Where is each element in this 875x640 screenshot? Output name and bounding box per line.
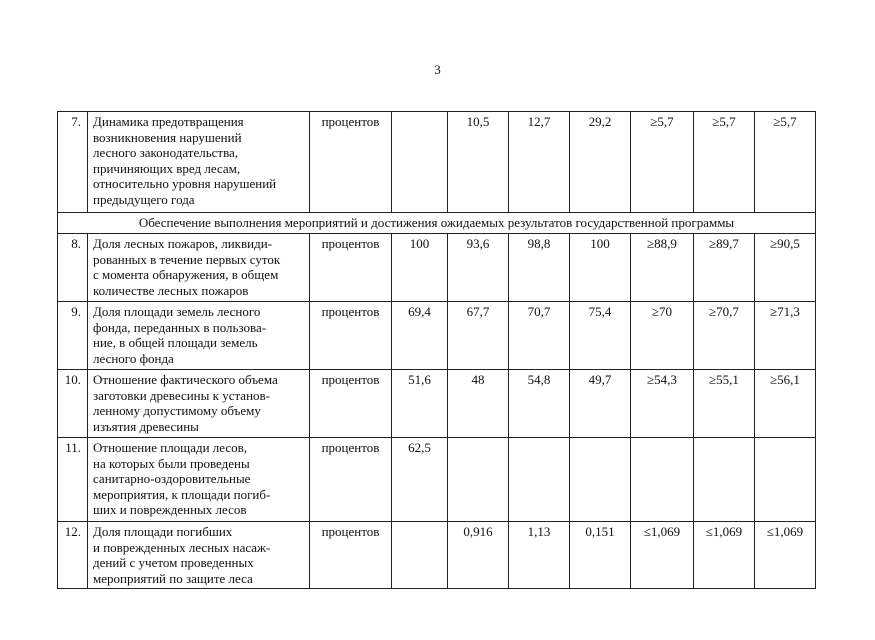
indicator-name-line: изъятия древесины [93,418,199,434]
value-cell: ≤1,069 [631,522,694,589]
value-cell: 48 [448,370,509,438]
unit-cell: процентов [310,438,392,522]
row-number: 12. [58,522,88,589]
indicator-name-line: лесного фонда [93,350,174,366]
unit-cell: процентов [310,112,392,213]
value-cell: 29,2 [570,112,631,213]
indicator-name-line: Доля лесных пожаров, ликвиди- [93,236,272,251]
indicator-name-line: мероприятия, к площади погиб- [93,486,271,502]
value-cell: ≥70,7 [694,302,755,370]
indicator-name-line: ших и поврежденных лесов [93,502,247,517]
indicator-name-line: заготовки древесины к установ- [93,387,270,403]
unit-cell: процентов [310,370,392,438]
indicator-name-line: Отношение площади лесов, [93,440,248,455]
row-number: 9. [58,302,88,370]
value-cell: 0,916 [448,522,509,589]
value-cell: ≥5,7 [694,112,755,213]
value-cell: 67,7 [448,302,509,370]
indicator-name-line: мероприятий по защите леса [93,570,253,586]
value-cell: 75,4 [570,302,631,370]
value-cell: 98,8 [509,234,570,302]
row-number: 7. [58,112,88,213]
value-cell: ≤1,069 [755,522,816,589]
value-cell: 1,13 [509,522,570,589]
indicator-name-line: относительно уровня нарушений [93,176,277,191]
value-cell: ≥89,7 [694,234,755,302]
indicator-name-line: Доля площади погибших [93,524,233,539]
value-cell: 0,151 [570,522,631,589]
indicator-name-line: количестве лесных пожаров [93,282,249,298]
indicator-name-line: санитарно-оздоровительные [93,471,251,486]
indicator-name-line: возникновения нарушений [93,129,242,145]
value-cell: ≥56,1 [755,370,816,438]
value-cell: ≥71,3 [755,302,816,370]
indicator-name-line: ние, в общей площади земель [93,335,258,350]
value-cell: ≥5,7 [631,112,694,213]
value-cell: 12,7 [509,112,570,213]
value-cell: 49,7 [570,370,631,438]
indicator-name-line: и поврежденных лесных насаж- [93,539,271,555]
value-cell [448,438,509,522]
value-cell: ≥54,3 [631,370,694,438]
value-cell: ≥5,7 [755,112,816,213]
unit-cell: процентов [310,522,392,589]
value-cell: 93,6 [448,234,509,302]
value-cell: 54,8 [509,370,570,438]
section-heading: Обеспечение выполнения мероприятий и достижения ожидаемых результатов государственной программы [58,213,816,234]
value-cell [755,438,816,522]
table-row [58,370,816,438]
table-row [58,302,816,370]
indicators-table-body [58,112,816,589]
value-cell [392,112,448,213]
value-cell: 70,7 [509,302,570,370]
indicator-name-line: с момента обнаружения, в общем [93,267,279,282]
value-cell [694,438,755,522]
value-cell: ≥55,1 [694,370,755,438]
row-number: 8. [58,234,88,302]
value-cell [631,438,694,522]
value-cell: 51,6 [392,370,448,438]
indicator-name [88,438,310,522]
value-cell: 62,5 [392,438,448,522]
indicator-name-line: ленному допустимому объему [93,403,261,418]
indicator-name-line: Динамика предотвращения [93,114,244,129]
indicator-name-line: причиняющих вред лесам, [93,160,241,176]
table-row [58,112,816,213]
indicator-name-line: Доля площади земель лесного [93,304,261,319]
value-cell [570,438,631,522]
indicator-name [88,302,310,370]
indicator-name [88,234,310,302]
value-cell [392,522,448,589]
indicator-name-line: фонда, переданных в пользова- [93,319,267,335]
indicator-name-line: Отношение фактического объема [93,372,278,387]
table-row [58,234,816,302]
indicator-name [88,112,310,213]
row-number: 11. [58,438,88,522]
indicator-name-line: лесного законодательства, [93,145,239,160]
page-number: 3 [434,62,441,77]
table-row [58,438,816,522]
value-cell: ≥70 [631,302,694,370]
section-row [58,213,816,234]
value-cell: 100 [570,234,631,302]
indicator-name [88,522,310,589]
value-cell: 69,4 [392,302,448,370]
indicator-name-line: дений с учетом проведенных [93,555,254,570]
table-row [58,522,816,589]
row-number: 10. [58,370,88,438]
unit-cell: процентов [310,234,392,302]
value-cell: ≤1,069 [694,522,755,589]
value-cell: ≥90,5 [755,234,816,302]
indicator-name-line: рованных в течение первых суток [93,251,281,267]
indicators-table [57,111,816,589]
indicator-name-line: на которых были проведены [93,455,250,471]
value-cell: 10,5 [448,112,509,213]
value-cell [509,438,570,522]
value-cell: 100 [392,234,448,302]
value-cell: ≥88,9 [631,234,694,302]
unit-cell: процентов [310,302,392,370]
indicator-name-line: предыдущего года [93,191,195,207]
indicator-name [88,370,310,438]
